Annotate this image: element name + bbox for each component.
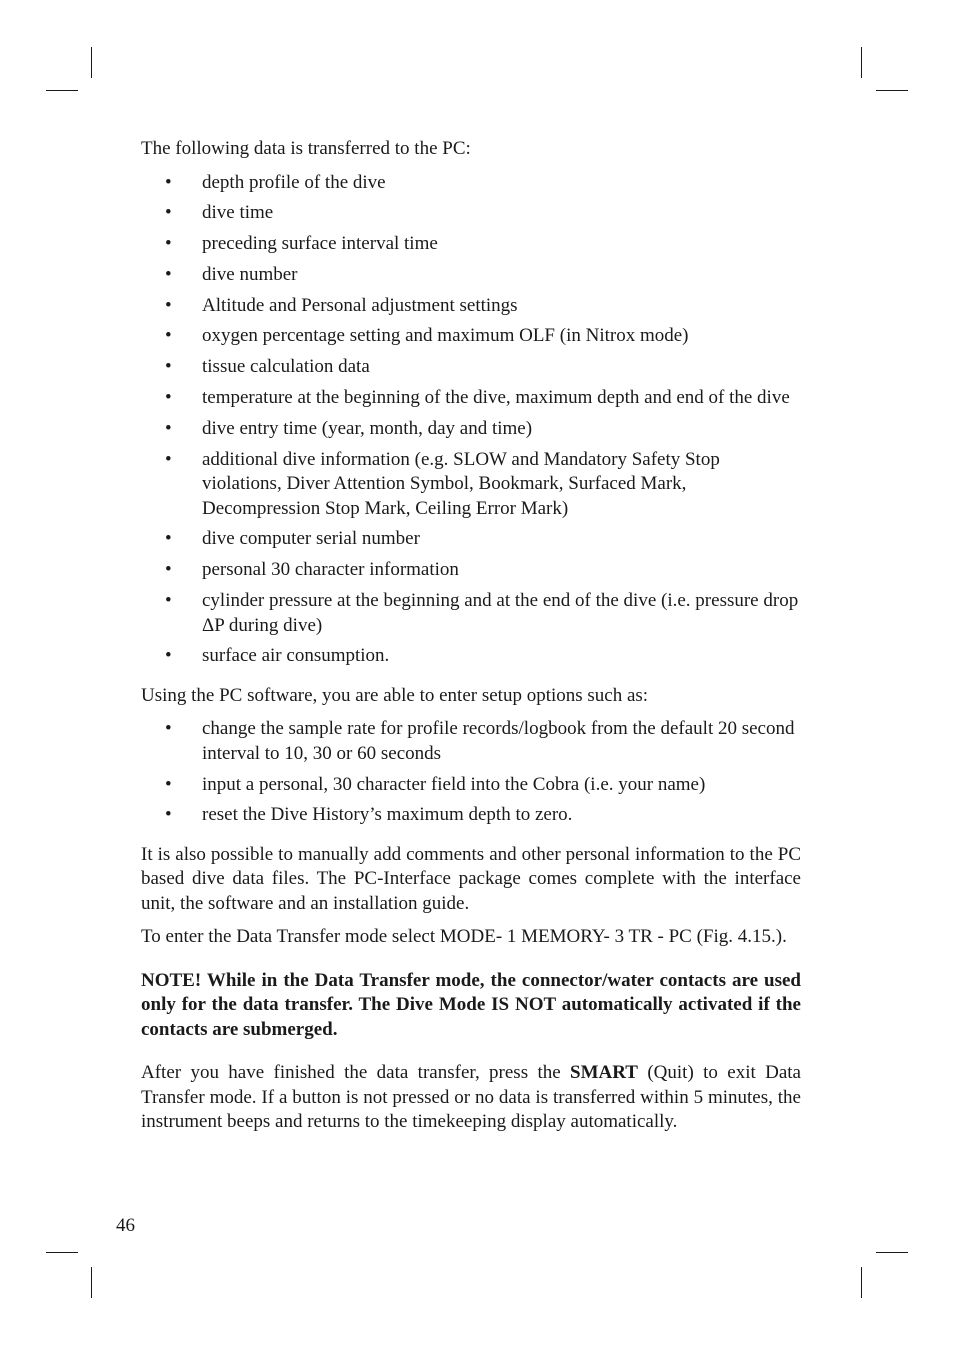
list-item-text: cylinder pressure at the beginning and at the end of the dive (i.e. pressure drop ΔP during dive) (202, 590, 799, 636)
bullet-icon: • (165, 325, 172, 347)
list-item-text: temperature at the beginning of the dive, maximum depth and end of the dive (202, 387, 790, 409)
list-item-text: preceding surface interval time (202, 233, 438, 255)
list-item (141, 527, 801, 552)
list-item (141, 803, 801, 828)
list-item-text: oxygen percentage setting and maximum OLF (in Nitrox mode) (202, 325, 689, 347)
list-item-text: Altitude and Personal adjustment settings (202, 294, 518, 316)
list-item-text: surface air consumption. (202, 645, 390, 667)
list-item (141, 294, 801, 319)
bullet-icon: • (165, 356, 172, 378)
list-item-text: personal 30 character information (202, 559, 459, 581)
bullet-icon: • (165, 718, 172, 740)
list-item-text: dive time (202, 202, 274, 224)
list-item-text: change the sample rate for profile records/logbook from the default 20 second interval to 10, 30 or 60 seconds (202, 718, 795, 764)
page-number: 46 (116, 1215, 135, 1236)
list-item (141, 201, 801, 226)
enter-mode-paragraph: To enter the Data Transfer mode select MODE- 1 MEMORY- 3 TR - PC (Fig. 4.15.). (141, 926, 787, 948)
bullet-icon: • (165, 590, 172, 612)
finish-paragraph (141, 1061, 801, 1135)
finish-text-before: After you have finished the data transfer, press the (141, 1062, 571, 1084)
list-item (141, 717, 801, 766)
bullet-icon: • (165, 233, 172, 255)
list-item (141, 171, 801, 196)
bullet-icon: • (165, 171, 172, 193)
list-item (141, 386, 801, 411)
page-content (141, 137, 801, 1135)
note-paragraph: NOTE! While in the Data Transfer mode, the connector/water contacts are used only for the data transfer. The Dive Mode IS NOT automatically activated if the contacts are submerged. (141, 969, 801, 1040)
bullet-icon: • (165, 448, 172, 470)
smart-button-label: SMART (570, 1062, 638, 1084)
list-item (141, 589, 801, 638)
bullet-icon: • (165, 202, 172, 224)
crop-mark-top-left-horizontal (46, 90, 78, 91)
bullet-icon: • (165, 387, 172, 409)
crop-mark-top-right-vertical (861, 47, 862, 78)
list-item (141, 232, 801, 257)
list-item (141, 558, 801, 583)
list-item-text: depth profile of the dive (202, 171, 386, 193)
list-item (141, 263, 801, 288)
list-item-text: dive number (202, 263, 298, 285)
list-item-text: tissue calculation data (202, 356, 370, 378)
bullet-icon: • (165, 294, 172, 316)
finish-text-after: (Quit) to exit Data Transfer mode. If a button is not pressed or no data is transferred within 5 minutes, the instrument beeps and returns to the timekeeping display automatically. (141, 1062, 801, 1133)
list-item (141, 417, 801, 442)
crop-mark-bottom-right-vertical (861, 1267, 862, 1298)
bullet-icon: • (165, 263, 172, 285)
bullet-icon: • (165, 528, 172, 550)
setup-options-list (141, 717, 801, 828)
list-item-text: dive entry time (year, month, day and time) (202, 417, 533, 439)
crop-mark-top-left-vertical (91, 47, 92, 78)
crop-mark-bottom-right-horizontal (876, 1252, 908, 1253)
crop-mark-top-right-horizontal (876, 90, 908, 91)
bullet-icon: • (165, 773, 172, 795)
list-item (141, 324, 801, 349)
list-item (141, 644, 801, 669)
transfer-intro: The following data is transferred to the PC: (141, 138, 471, 159)
bullet-icon: • (165, 559, 172, 581)
crop-mark-bottom-left-horizontal (46, 1252, 78, 1253)
comments-paragraph: It is also possible to manually add comments and other personal information to the PC based dive data files. The PC-Interface package comes complete with the interface unit, the software and an installation guide. (141, 843, 801, 914)
list-item (141, 773, 801, 798)
bullet-icon: • (165, 417, 172, 439)
list-item-text: dive computer serial number (202, 528, 420, 550)
bullet-icon: • (165, 645, 172, 667)
crop-mark-bottom-left-vertical (91, 1267, 92, 1298)
list-item-text: additional dive information (e.g. SLOW and Mandatory Safety Stop violations, Diver Attention Symbol, Bookmark, Surfaced Mark, Decompression Stop Mark, Ceiling Error Mark) (202, 448, 720, 519)
bullet-icon: • (165, 804, 172, 826)
list-item (141, 355, 801, 380)
list-item (141, 448, 801, 522)
list-item-text: reset the Dive History’s maximum depth to zero. (202, 804, 573, 826)
list-item-text: input a personal, 30 character field into the Cobra (i.e. your name) (202, 773, 706, 795)
transferred-data-list (141, 171, 801, 669)
setup-intro: Using the PC software, you are able to enter setup options such as: (141, 684, 649, 706)
